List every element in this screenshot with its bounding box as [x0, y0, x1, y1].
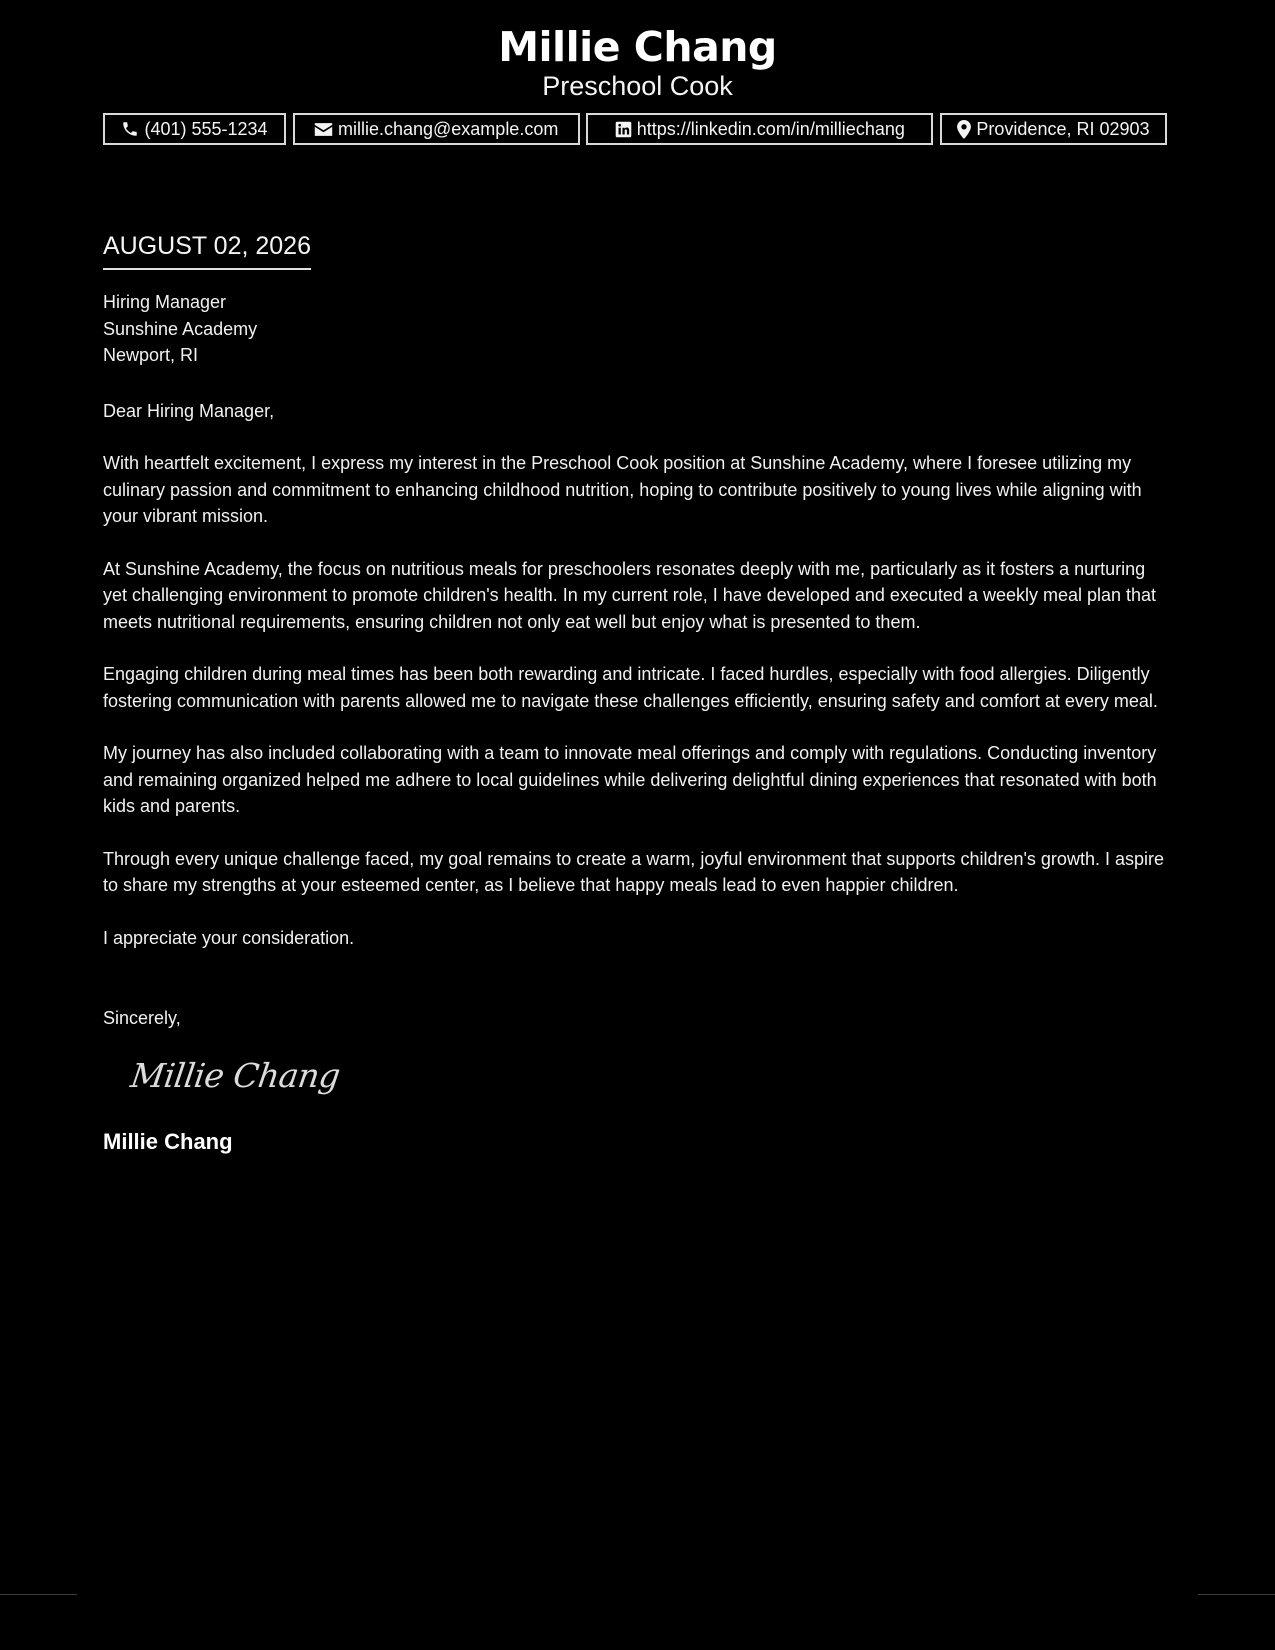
recipient-block [103, 289, 1173, 369]
signer-name: Millie Chang [103, 1128, 233, 1154]
signoff: Sincerely, [103, 1008, 181, 1028]
letter-body [103, 226, 1173, 1156]
handwritten-signature: Millie Chang [128, 1055, 343, 1095]
applicant-name: Millie Chang [498, 23, 777, 71]
email-text: millie.chang@example.com [337, 118, 559, 139]
body-paragraph: Engaging children during meal times has been both rewarding and intricate. I faced hurdles, especially with food allergies. Diligently fostering communication with parents allowed me to navigate these challenges efficiently, ensuring safety and comfort at every meal. [103, 664, 1158, 711]
location-text: Providence, RI 02903 [976, 118, 1150, 139]
letter-header [0, 22, 1275, 102]
footer-divider-left [0, 1594, 77, 1595]
closing-line: I appreciate your consideration. [103, 927, 355, 948]
body-paragraph: With heartfelt excitement, I express my interest in the Preschool Cook position at Sunshine Academy, where I foresee utilizing my culinary passion and commitment to enhancing childhood nutrition, hoping to contribute positively to young lives while aligning with your vibrant mission. [103, 453, 1142, 526]
email-contact[interactable] [293, 113, 580, 145]
body-paragraph: At Sunshine Academy, the focus on nutritious meals for preschoolers resonates deeply with me, particularly as it fosters a nurturing yet challenging environment to promote children's health. In my current role, I have developed and executed a weekly meal plan that meets nutritional requirements, ensuring children not only eat well but enjoy what is presented to them. [103, 558, 1157, 632]
job-title: Preschool Cook [542, 71, 733, 101]
phone-contact[interactable] [103, 113, 286, 145]
recipient-location: Newport, RI [103, 345, 199, 365]
envelope-icon [314, 122, 333, 137]
linkedin-text: https://linkedin.com/in/milliechang [636, 118, 905, 139]
contact-bar [103, 113, 1167, 145]
phone-icon [121, 120, 139, 138]
map-marker-icon [957, 120, 971, 139]
linkedin-contact[interactable] [586, 113, 933, 145]
body-paragraph: Through every unique challenge faced, my goal remains to create a warm, joyful environment that supports children's growth. I aspire to share my strengths at your esteemed center, as I believe that happy meals lead to even happier children. [103, 848, 1164, 895]
location-contact [940, 113, 1167, 145]
phone-text: (401) 555-1234 [144, 118, 268, 139]
recipient-title: Hiring Manager [103, 292, 227, 312]
recipient-company: Sunshine Academy [103, 318, 258, 339]
letter-date: AUGUST 02, 2026 [103, 226, 311, 270]
footer-divider-right [1198, 1594, 1275, 1595]
body-paragraph: My journey has also included collaborating with a team to innovate meal offerings and comply with regulations. Conducting inventory and remaining organized helped me adhere to local guidelines while delivering delightful dining experiences that resonated with both kids and parents. [103, 743, 1157, 816]
salutation: Dear Hiring Manager, [103, 400, 275, 421]
linkedin-icon [615, 121, 632, 138]
